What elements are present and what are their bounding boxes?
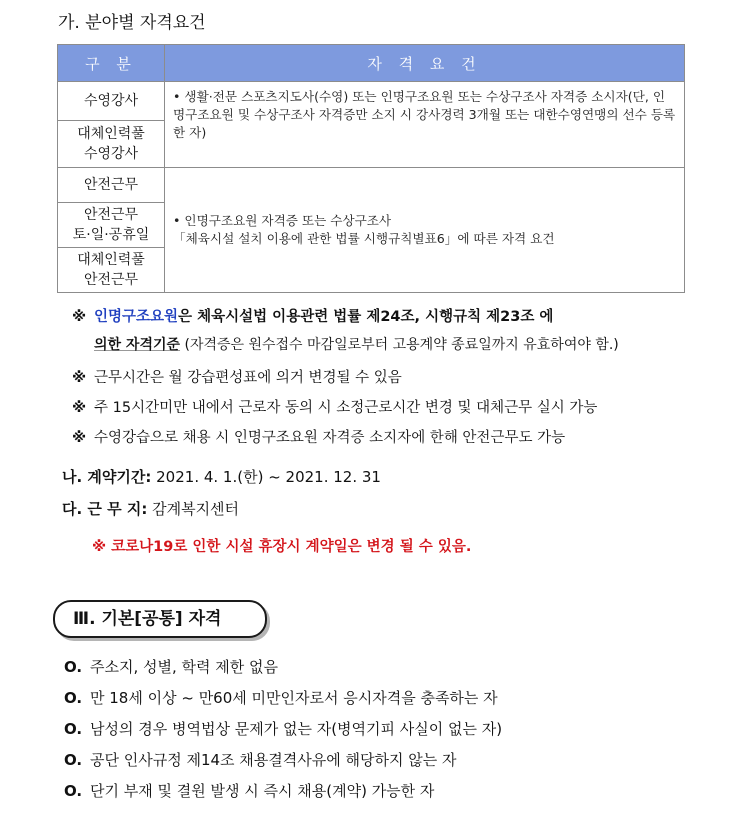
category-line: 대체인력풀 [77,252,145,268]
bullet-icon: O. [64,658,83,676]
category-swim-instructor: 수영강사 [58,82,165,121]
table-header-row [58,45,685,82]
note-lifeguard-criteria-line2 [94,334,619,354]
bullet-icon: O. [64,782,83,800]
workplace [62,498,239,519]
contract-period [62,466,381,487]
list-item [64,656,278,677]
list-item [64,749,456,770]
criteria-term: 의한 자격기준 [94,337,181,353]
workplace-label: 다. 근 무 지: [62,500,148,518]
contract-value: 2021. 4. 1.(한) ~ 2021. 12. 31 [151,468,381,486]
category-line: 수영강사 [83,146,139,162]
note-mark: ※ [72,430,87,446]
list-item-text: 만 18세 이상 ~ 만60세 미만인자로서 응시자격을 충족하는 자 [90,689,498,707]
list-item-text: 주소지, 성별, 학력 제한 없음 [90,658,278,676]
note-mark: ※ [72,370,87,386]
table-header-requirements: 자 격 요 건 [165,45,685,82]
workplace-value: 감계복지센터 [147,500,240,518]
contract-label: 나. 계약기간: [62,468,152,486]
note-text: 은 체육시설법 이용관련 법률 제24조, 시행규칙 제23조 에 [178,309,554,325]
requirement-swim-instructor: • 생활·전문 스포츠지도사(수영) 또는 인명구조요원 또는 수상구조사 자격증 소시자(단, 인명구조요원 및 수상구조사 자격증만 소지 시 강사경력 3개월 또는 대한수영연맹의 선수 등록 한 자) [165,82,685,168]
lifeguard-term: 인명구조요원 [94,309,179,325]
list-item-text: 공단 인사규정 제14조 채용결격사유에 해당하지 않는 자 [90,751,457,769]
section-a-title: 가. 분야별 자격요건 [58,13,206,33]
bullet-icon: O. [64,689,83,707]
list-item-text: 단기 부재 및 결원 발생 시 즉시 채용(계약) 가능한 자 [90,782,435,800]
bullet-icon: O. [64,720,83,738]
section3-title: Ⅲ. 기본[공통] 자격 [73,609,222,629]
covid-note: ※ 코로나19로 인한 시설 휴장시 계약일은 변경 될 수 있음. [92,539,472,555]
category-line: 안전근무 [83,272,139,288]
category-safety-weekend [58,203,165,248]
category-substitute-swim-instructor [58,121,165,168]
category-line: 토·일·공휴일 [72,227,150,243]
table-row [58,168,685,203]
note-text: 주 15시간미만 내에서 근로자 동의 시 소정근로시간 변경 및 대체근무 실시 가능 [94,400,598,416]
table-row [58,82,685,121]
note-text: 근무시간은 월 강습편성표에 의거 변경될 수 있음 [94,370,402,386]
note-lifeguard-criteria [72,305,553,326]
section3-title-box [53,600,267,638]
note-text: (자격증은 원수접수 마감일로부터 고용계약 종료일까지 유효하여야 함.) [180,337,619,353]
requirement-line: 「체육시설 설치 이용에 관한 법률 시행규칙별표6」에 따른 자격 요건 [173,231,555,246]
note-hours-change [72,396,597,417]
list-item [64,687,498,708]
list-item [64,718,502,739]
note-mark: ※ [72,309,87,325]
qualification-table [57,44,685,293]
note-safety-duty [72,426,565,447]
note-work-hours [72,366,402,387]
note-text: 수영강습으로 채용 시 인명구조요원 자격증 소지자에 한해 안전근무도 가능 [94,430,566,446]
category-line: 대체인력풀 [77,126,145,142]
category-substitute-safety [58,248,165,293]
table-header-category: 구 분 [58,45,165,82]
bullet-icon: O. [64,751,83,769]
list-item [64,780,434,801]
category-safety-duty: 안전근무 [58,168,165,203]
list-item-text: 남성의 경우 병역법상 문제가 없는 자(병역기피 사실이 없는 자) [90,720,503,738]
requirement-line: • 인명구조요원 자격증 또는 수상구조사 [173,213,392,228]
requirement-safety-duty [165,168,685,293]
note-mark: ※ [72,400,87,416]
category-line: 안전근무 [83,207,139,223]
